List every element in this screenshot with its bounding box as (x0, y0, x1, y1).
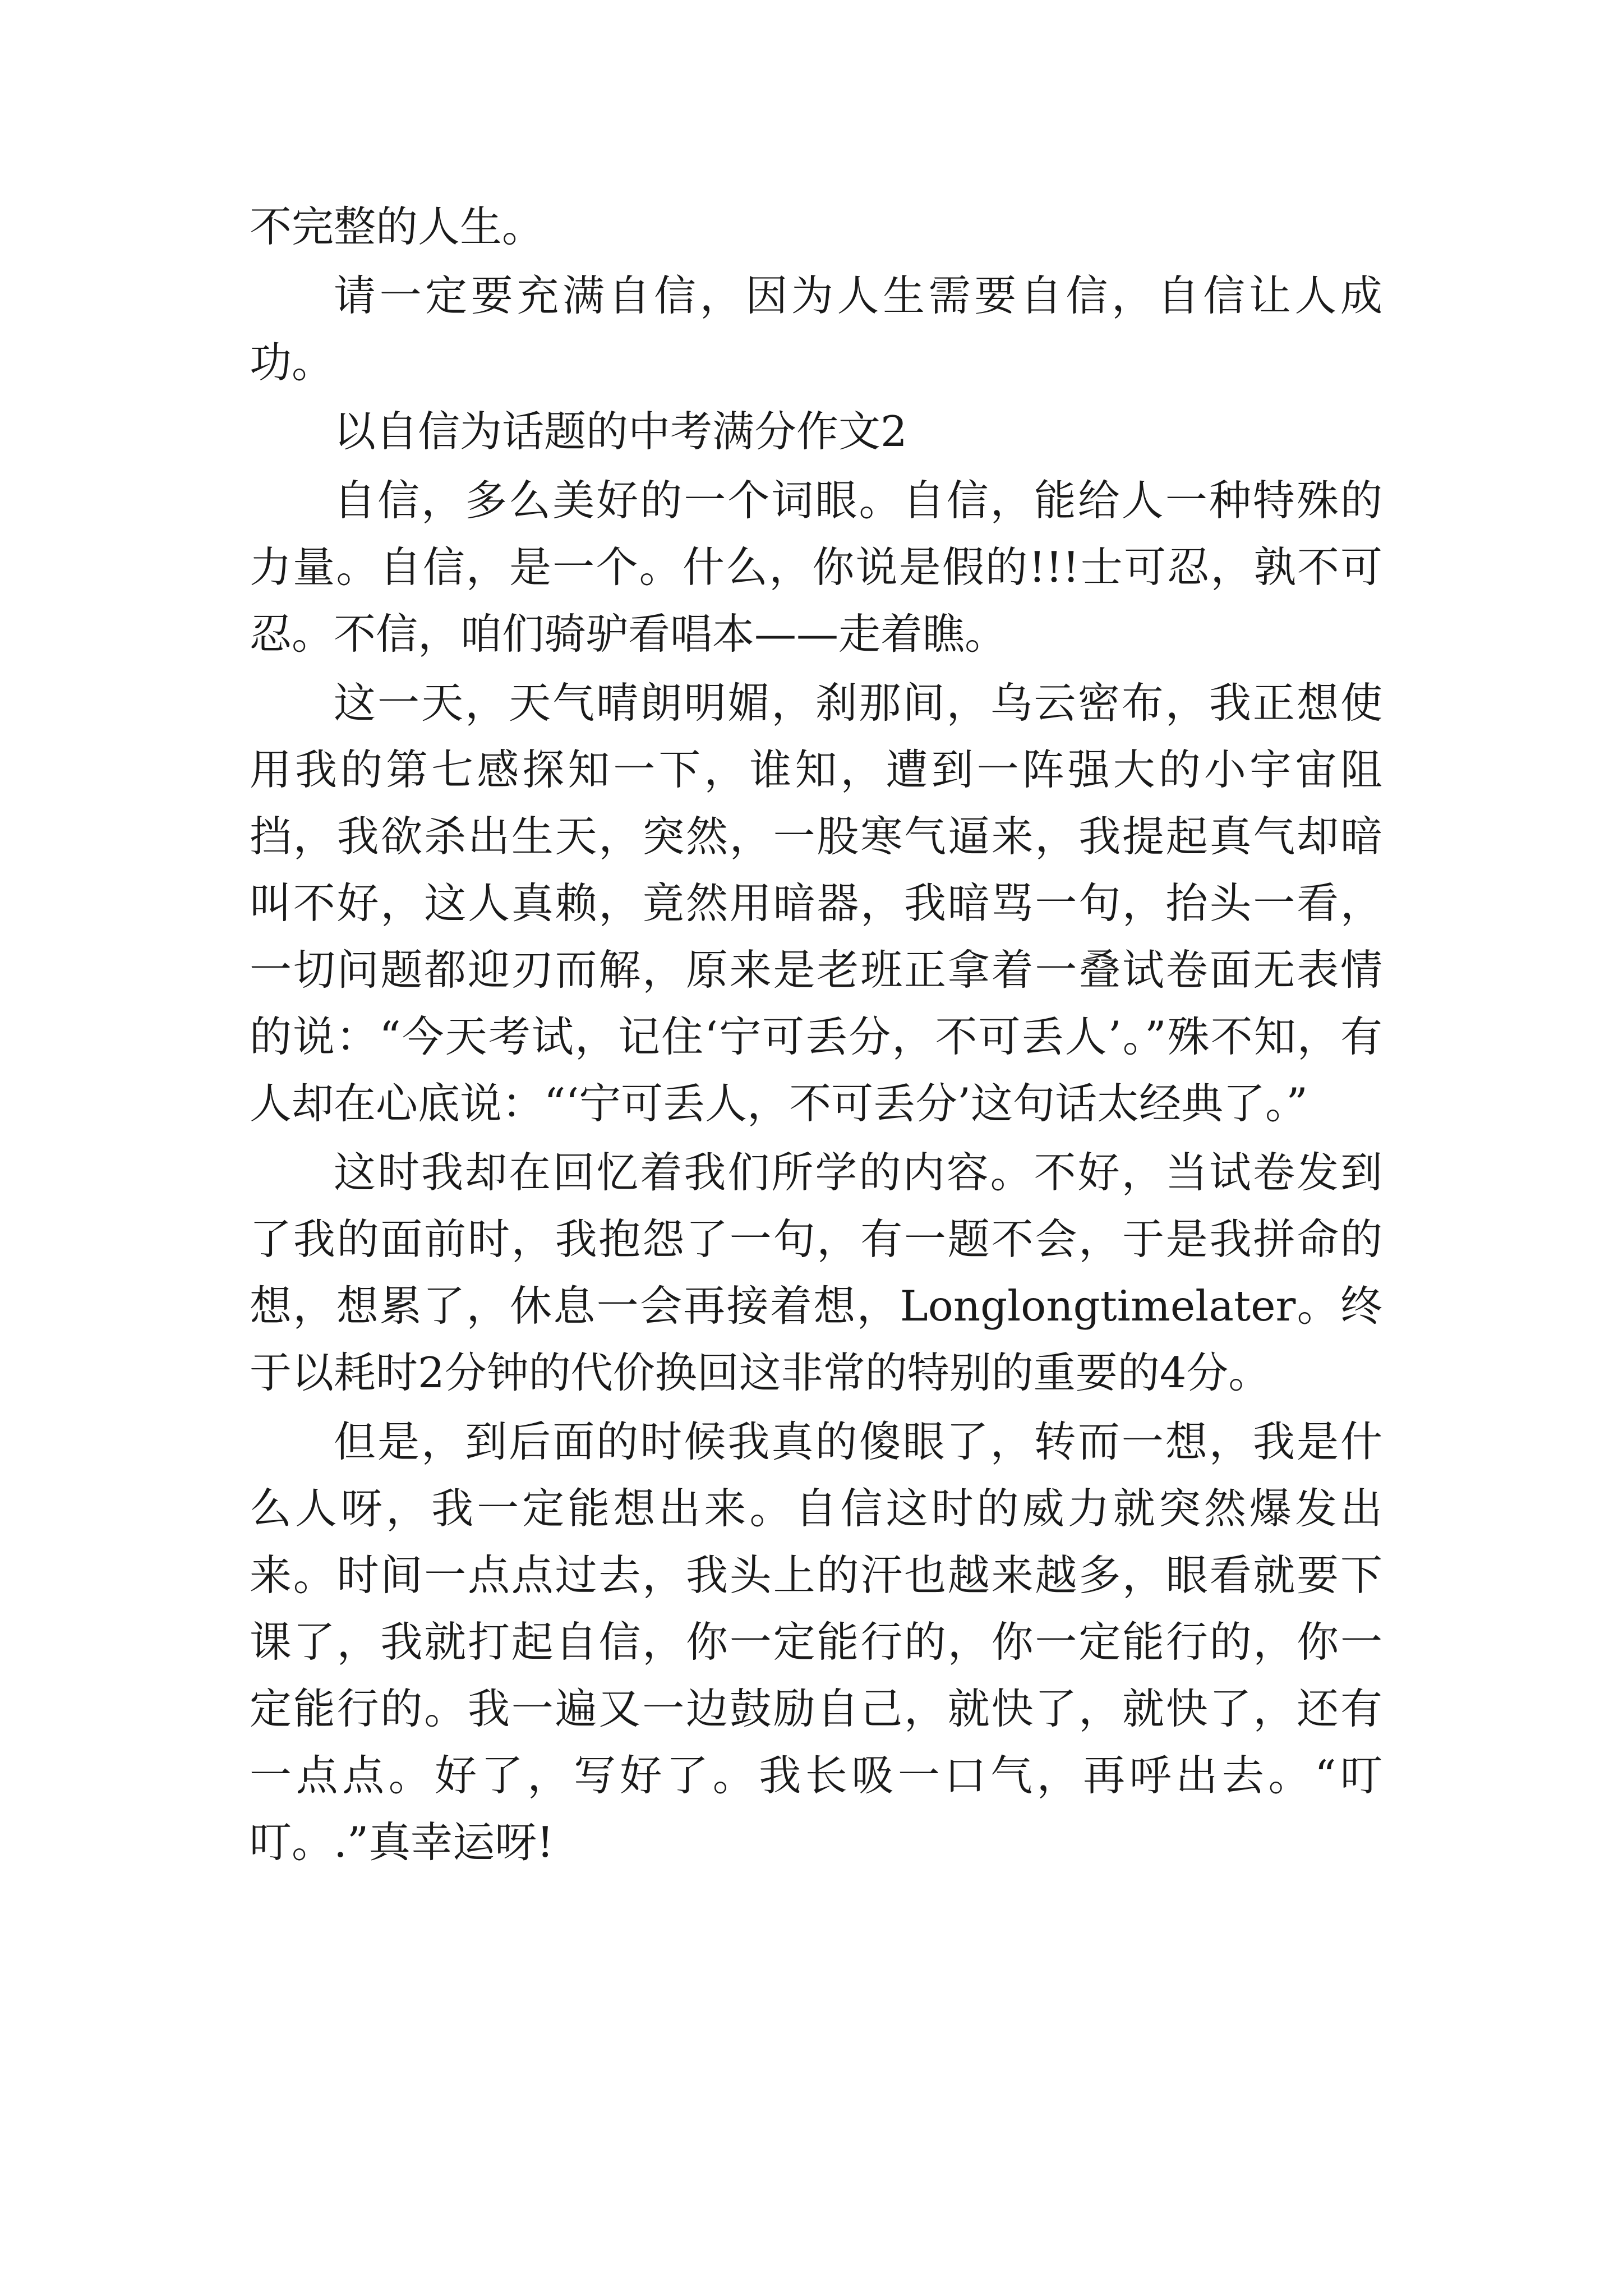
document-body (250, 194, 1382, 1878)
paragraph-confidence: 但是，到后面的时候我真的傻眼了，转而一想，我是什么人呀，我一定能想出来。自信这时的威力就突然爆发出来。时间一点点过去，我头上的汗也越来越多，眼看就要下课了，我就打起自信，你一定能行的，你一定能行的，你一定能行的。我一遍又一边鼓励自己，就快了，就快了，还有一点点。好了，写好了。我长吸一口气，再呼出去。“叮叮。.”真幸运呀! (250, 1417, 1382, 1867)
paragraph-continuation: 不完整的人生。 (250, 202, 545, 251)
paragraph-conclusion: 请一定要充满自信，因为人生需要自信，自信让人成功。 (250, 271, 1382, 387)
paragraph-recall: 这时我却在回忆着我们所学的内容。不好，当试卷发到了我的面前时，我抱怨了一句，有一题不会，于是我拼命的想，想累了，休息一会再接着想，Longlongtimelater。终于以耗时2分钟的代价换回这非常的特别的重要的4分。 (250, 1148, 1382, 1397)
paragraph-intro: 自信，多么美好的一个词眼。自信，能给人一种特殊的力量。自信，是一个。什么，你说是假的!!!士可忍，孰不可忍。不信，咱们骑驴看唱本——走着瞧。 (250, 476, 1382, 659)
paragraph-exam-day: 这一天，天气晴朗明媚，刹那间，乌云密布，我正想使用我的第七感探知一下，谁知，遭到一阵强大的小宇宙阻挡，我欲杀出生天，突然，一股寒气逼来，我提起真气却暗叫不好，这人真赖，竟然用暗器，我暗骂一句，抬头一看，一切问题都迎刃而解，原来是老班正拿着一叠试卷面无表情的说：“今天考试，记住‘宁可丢分，不可丢人’。”殊不知，有人却在心底说：“‘宁可丢人，不可丢分’这句话太经典了。” (250, 678, 1382, 1128)
essay-heading: 以自信为话题的中考满分作文2 (334, 407, 907, 456)
